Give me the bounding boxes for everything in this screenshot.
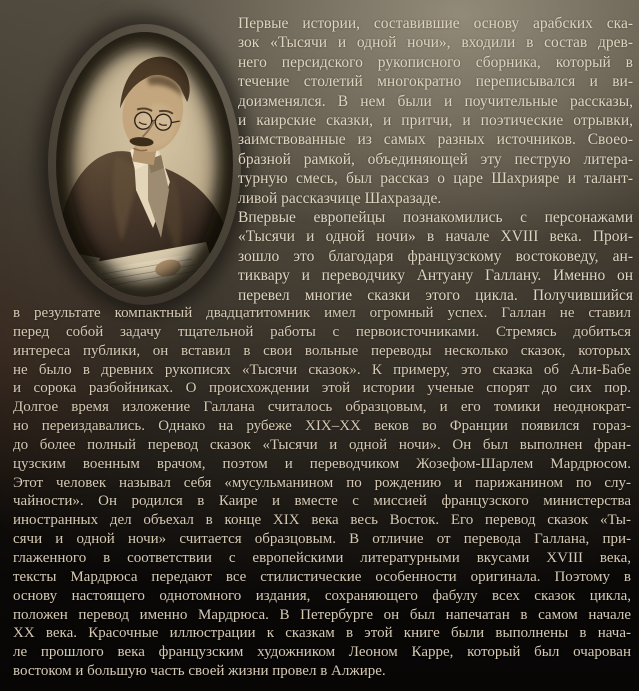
text-line: иностранных дел объехал в конце XIX века весь Восток. Его перевод сказок «Ты- [13, 512, 631, 529]
text-line: до более полный перевод сказок «Тысячи и одной ночи». Он был выполнен фран- [13, 436, 631, 453]
text-line: XX века. Красочные иллюстрации к сказкам в этой книге были выполнены в нача- [13, 625, 631, 642]
text-line: глаженного в соответствии с европейскими литературными вкусами XVIII века, [13, 549, 631, 566]
text-line: турную смесь, был рассказ о царе Шахрияре и талант- [238, 170, 633, 188]
text-line: в результате компактный двадцатитомник имел огромный успех. Галлан не ставил [13, 305, 631, 321]
text-line: ле прошлого века французским художником Леоном Карре, который был очарован [13, 644, 631, 661]
text-line: заимствованные из самых разных источников. Своео- [238, 131, 633, 149]
text-line: и сорока разбойниках. О происхождении этой истории ученые спорят до сих пор. [13, 380, 631, 397]
text-line: ливой рассказчице Шахразаде. [238, 189, 442, 207]
text-line: и каирские сказки, и притчи, и поэтические отрывки, [238, 112, 633, 130]
text-line: интереса публики, он вставил в свои вольные переводы несколько сказок, которых [13, 342, 631, 359]
text-line: перед собой задачу тщательной работы с первоисточниками. Стремясь добиться [13, 323, 631, 340]
text-line: Долгое время изложение Галлана считалось образцовым, и его томики неоднократ- [13, 399, 631, 416]
paragraph-block-beside-photo [238, 14, 633, 305]
text-line: бразной рамкой, объединяющей эту пеструю литера- [238, 150, 633, 168]
text-line: Первые истории, составившие основу арабских ска- [238, 15, 633, 32]
text-line: зок «Тысячи и одной ночи», входили в состав древ- [238, 34, 633, 52]
text-line: но переиздавались. Однако на рубеже XIX–XX веков во Франции появился гораз- [13, 418, 631, 435]
text-line: Впервые европейцы познакомились с персонажами [238, 209, 633, 227]
text-line: зошло это благодаря французскому востоковеду, ан- [238, 247, 633, 265]
text-line: перевел многие сказки этого цикла. Получившийся [238, 286, 633, 304]
text-line: сячи и одной ночи» считается образцовым. В отличие от перевода Галлана, при- [13, 531, 631, 548]
text-line: доизменялся. В нем были и поучительные рассказы, [238, 92, 633, 110]
text-line: чайности». Он родился в Каире и вместе с миссией французского министерства [13, 493, 631, 510]
text-line: цузским военным врачом, поэтом и переводчиком Жозефом-Шарлем Мардрюсом. [13, 455, 631, 472]
text-line: течение столетий многократно переписывался и ви- [238, 73, 633, 91]
text-line: основу настоящего однотомного издания, сохраняющего фабулу всех сказок цикла, [13, 587, 631, 604]
text-line: востоком и большую часть своей жизни провел в Алжире. [13, 663, 386, 680]
portrait-photo [56, 32, 233, 297]
paragraph-block-full-width [13, 304, 631, 681]
text-line: тексты Мардрюса передают все стилистические особенности оригинала. Поэтому в [13, 568, 631, 585]
text-line: не было в древних рукописях «Тысячи сказок». К примеру, это сказка об Али-Бабе [13, 361, 631, 378]
text-line: него персидского рукописного сборника, который в [238, 53, 633, 71]
text-line: положен перевод именно Мардрюса. В Петербурге он был напечатан в самом начале [13, 606, 631, 623]
text-line: «Тысячи и одной ночи» в начале XVIII века. Прои- [238, 228, 633, 246]
text-line: тиквару и переводчику Антуану Галлану. Именно он [238, 267, 633, 285]
oval-sepia-portrait-icon [56, 32, 233, 297]
text-line: Этот человек называл себя «мусульманином по рождению и парижанином по слу- [13, 474, 631, 491]
